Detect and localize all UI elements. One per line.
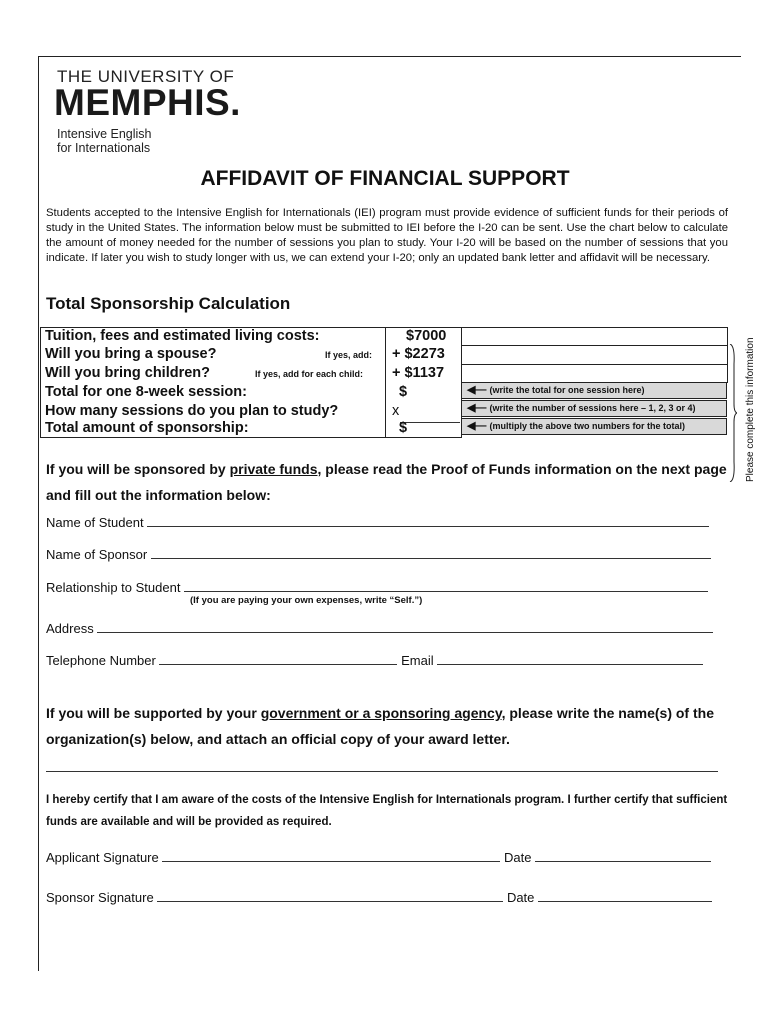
note-session-total: ◀― (write the total for one session here)	[461, 382, 727, 399]
amount-tuition: $7000	[406, 328, 447, 344]
calc-row-session-total: Total for one 8-week session: $	[40, 384, 728, 402]
student-name-label: Name of Student	[46, 515, 144, 530]
relationship-note: (If you are paying your own expenses, write “Self.”)	[190, 595, 423, 606]
calc-row-sessions: How many sessions do you plan to study? x	[40, 403, 728, 421]
logo-university-of: THE UNIVERSITY OF	[57, 67, 235, 86]
side-instruction: Please complete this information	[745, 337, 756, 482]
government-instruction: If you will be supported by your government or a sponsoring agency, please write the name(s) of the organization(s) below, and attach an official copy of your award letter.	[46, 705, 714, 747]
contact-field-row	[46, 652, 703, 668]
amount-children: + $1137	[392, 365, 445, 381]
relationship-field[interactable]	[46, 579, 708, 595]
private-funds-instruction: If you will be sponsored by private funds, please read the Proof of Funds information on the next page and fill out the information below:	[46, 461, 727, 503]
amount-spouse: + $2273	[392, 346, 445, 362]
address-input[interactable]	[97, 620, 713, 633]
intro-paragraph: Students accepted to the Intensive English for Internationals (IEI) program must provide evidence of sufficient funds for their periods of study in the United States. The information below must be submitted to IEI before the I-20 can be sent. Use the chart below to calculate the amount of money needed for the number of sessions you plan to study. Your I-20 will be based on the number of sessions that you indicate. If later you wish to study longer with us, we can extend your I-20; only an updated bank letter and affidavit will be necessary.	[46, 207, 728, 264]
relationship-label: Relationship to Student	[46, 580, 181, 595]
sponsor-date-input[interactable]	[538, 889, 712, 902]
applicant-date-label: Date	[504, 850, 532, 865]
applicant-signature-label: Applicant Signature	[46, 850, 159, 865]
sponsor-date-label: Date	[506, 890, 535, 905]
relationship-input[interactable]	[184, 579, 708, 592]
sponsorship-calc-table	[40, 327, 728, 437]
certification-statement: I hereby certify that I am aware of the costs of the Intensive English for Internationals program. I further certify that sufficient funds are available and will be provided as required.	[46, 794, 728, 828]
calc-heading: Total Sponsorship Calculation	[46, 294, 291, 313]
arrow-left-icon: ◀―	[467, 420, 487, 432]
sponsor-signature-row	[46, 889, 712, 905]
sponsor-name-label: Name of Sponsor	[46, 547, 148, 562]
address-label: Address	[46, 621, 94, 636]
note-total-sponsorship: ◀― (multiply the above two numbers for the total)	[461, 418, 727, 435]
logo-memphis: MEMPHIS.	[54, 82, 241, 123]
student-name-input[interactable]	[147, 514, 709, 527]
arrow-left-icon: ◀―	[467, 402, 487, 414]
amount-total-sponsorship[interactable]: $	[399, 420, 408, 436]
arrow-left-icon: ◀―	[467, 384, 487, 396]
sponsor-signature-input[interactable]	[157, 889, 503, 902]
amount-sessions[interactable]: x	[392, 403, 400, 419]
organization-name-input[interactable]	[46, 771, 718, 772]
sponsor-signature-label: Sponsor Signature	[46, 890, 154, 905]
telephone-label: Telephone Number	[46, 653, 156, 668]
calc-row-total-sponsorship: Total amount of sponsorship: $	[40, 420, 728, 438]
document-title: AFFIDAVIT OF FINANCIAL SUPPORT	[200, 167, 570, 190]
calc-row-children: Will you bring children? If yes, add for each child: + $1137	[40, 365, 728, 383]
calc-row-tuition: Tuition, fees and estimated living costs: $7000	[40, 328, 728, 346]
note-sessions: ◀― (write the number of sessions here – 1, 2, 3 or 4)	[461, 400, 727, 417]
applicant-signature-row	[46, 849, 711, 865]
email-input[interactable]	[437, 652, 703, 665]
student-name-field[interactable]	[46, 514, 709, 530]
calc-row-spouse: Will you bring a spouse? If yes, add: + $2273	[40, 346, 728, 364]
sponsor-name-field[interactable]	[46, 546, 711, 562]
applicant-signature-input[interactable]	[162, 849, 500, 862]
applicant-date-input[interactable]	[535, 849, 711, 862]
telephone-input[interactable]	[159, 652, 397, 665]
sponsor-name-input[interactable]	[151, 546, 711, 559]
amount-session-total[interactable]: $	[399, 384, 408, 400]
address-field[interactable]	[46, 620, 713, 636]
email-label: Email	[401, 653, 434, 668]
logo-program-name: Intensive English for Internationals	[57, 127, 152, 155]
